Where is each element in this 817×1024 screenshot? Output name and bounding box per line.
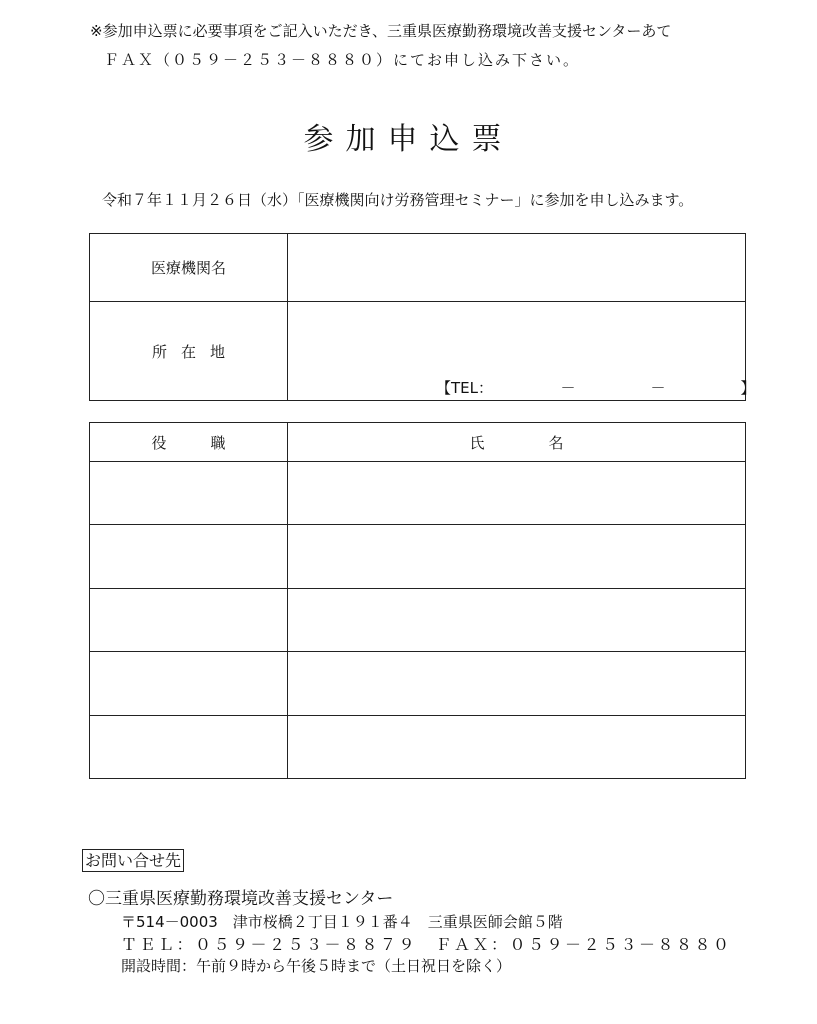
name-header: 氏名 [288, 423, 746, 462]
table-row [90, 525, 746, 589]
application-sentence: 令和７年１１月２６日（水）「医療機関向け労務管理セミナー」に参加を申し込みます。 [102, 191, 694, 209]
name-cell[interactable] [288, 716, 746, 779]
page-title: 参加申込票 [303, 122, 514, 157]
name-cell[interactable] [288, 525, 746, 589]
participants-table [89, 422, 746, 779]
name-cell[interactable] [288, 652, 746, 716]
role-cell[interactable] [90, 589, 288, 652]
contact-heading: お問い合せ先 [82, 849, 184, 872]
center-address: 〒514－0003 津市桜橋２丁目１９１番４ 三重県医師会館５階 [121, 913, 563, 931]
name-cell[interactable] [288, 589, 746, 652]
role-cell[interactable] [90, 462, 288, 525]
address-field[interactable] [288, 302, 756, 401]
institution-table [89, 233, 756, 401]
role-cell[interactable] [90, 525, 288, 589]
institution-field[interactable] [288, 234, 746, 302]
institution-label: 医療機関名 [90, 234, 288, 302]
name-cell[interactable] [288, 462, 746, 525]
role-cell[interactable] [90, 716, 288, 779]
address-label: 所在地 [90, 302, 288, 401]
role-cell[interactable] [90, 652, 288, 716]
tel-line: 【TEL： － － 】 [436, 379, 756, 397]
table-row [90, 462, 746, 525]
center-tel-fax: ＴＥＬ：０５９－２５３－８８７９ ＦＡＸ：０５９－２５３－８８８０ [121, 935, 732, 954]
notice-line-2: ＦＡＸ（０５９－２５３－８８８０）にてお申し込み下さい。 [104, 51, 581, 69]
role-header: 役職 [90, 423, 288, 462]
center-name: 〇三重県医療勤務環境改善支援センター [88, 889, 394, 909]
table-row [90, 652, 746, 716]
table-row [90, 716, 746, 779]
office-hours: 開設時間：午前９時から午後５時まで（土日祝日を除く） [121, 957, 512, 975]
table-row [90, 589, 746, 652]
notice-line-1: ※参加申込票に必要事項をご記入いただき、三重県医療勤務環境改善支援センターあて [90, 22, 672, 40]
